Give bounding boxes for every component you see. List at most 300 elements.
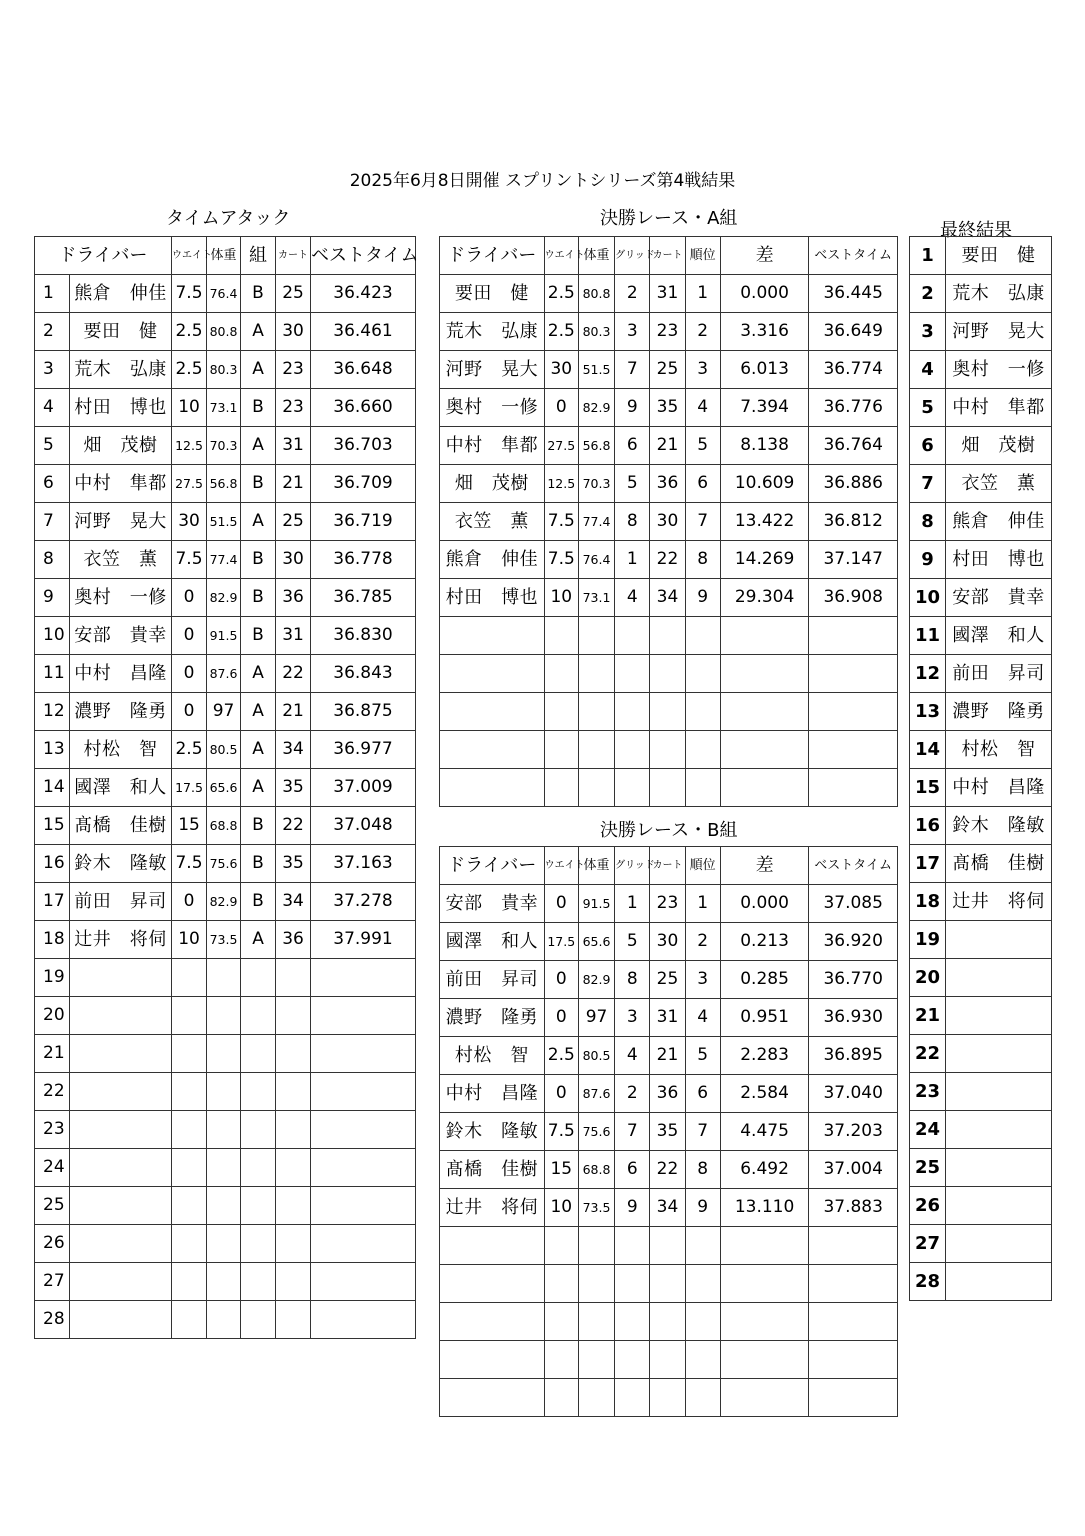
best-time-value <box>311 959 416 997</box>
driver-name <box>946 1111 1052 1149</box>
weight-value: 12.5 <box>172 427 207 465</box>
weight-value: 10 <box>172 921 207 959</box>
best-time-value <box>809 617 898 655</box>
body-weight-value <box>207 1149 241 1187</box>
driver-name: 奥村 一修 <box>70 579 172 617</box>
table-row <box>440 999 898 1037</box>
body-weight-value: 76.4 <box>578 541 614 579</box>
rank-number: 2 <box>910 275 946 313</box>
body-weight-value: 51.5 <box>578 351 614 389</box>
table-row <box>910 1225 1052 1263</box>
weight-value: 0 <box>172 693 207 731</box>
weight-value <box>172 959 207 997</box>
driver-name: 要田 健 <box>946 237 1052 275</box>
driver-name: 村田 博也 <box>70 389 172 427</box>
driver-name: 要田 健 <box>440 275 545 313</box>
group-value: B <box>241 845 276 883</box>
rank-number: 17 <box>910 845 946 883</box>
table-row <box>440 579 898 617</box>
driver-name: 村田 博也 <box>946 541 1052 579</box>
group-value <box>241 1225 276 1263</box>
driver-name <box>946 1263 1052 1301</box>
body-weight-value: 91.5 <box>207 617 241 655</box>
grid-value <box>615 1379 650 1417</box>
group-value: B <box>241 389 276 427</box>
gap-value <box>720 655 809 693</box>
table-row <box>35 503 416 541</box>
rank-number: 4 <box>910 351 946 389</box>
position-value: 7 <box>685 503 720 541</box>
gap-value <box>720 1379 809 1417</box>
row-number: 26 <box>35 1225 70 1263</box>
kart-value <box>650 1265 685 1303</box>
position-value <box>685 1227 720 1265</box>
body-weight-value <box>578 1227 614 1265</box>
body-weight-value: 73.1 <box>578 579 614 617</box>
table-row <box>35 1187 416 1225</box>
row-number: 20 <box>35 997 70 1035</box>
table-row <box>35 845 416 883</box>
kart-value: 21 <box>650 427 685 465</box>
table-row <box>910 883 1052 921</box>
driver-name <box>440 693 545 731</box>
driver-name: 中村 昌隆 <box>70 655 172 693</box>
table-row <box>910 541 1052 579</box>
col-gap: 差 <box>720 237 809 275</box>
position-value: 9 <box>685 579 720 617</box>
body-weight-value <box>207 1035 241 1073</box>
table-row <box>910 921 1052 959</box>
driver-name: 奥村 一修 <box>440 389 545 427</box>
kart-value: 23 <box>276 351 311 389</box>
body-weight-value <box>578 731 614 769</box>
grid-value <box>615 1265 650 1303</box>
kart-value: 22 <box>650 541 685 579</box>
col-group: 組 <box>241 237 276 275</box>
position-value <box>685 731 720 769</box>
driver-name <box>70 1073 172 1111</box>
position-value <box>685 1341 720 1379</box>
kart-value <box>650 1341 685 1379</box>
body-weight-value: 68.8 <box>578 1151 614 1189</box>
driver-name <box>440 1303 545 1341</box>
group-value <box>241 997 276 1035</box>
body-weight-value <box>578 1341 614 1379</box>
table-row <box>35 1225 416 1263</box>
position-value <box>685 1379 720 1417</box>
body-weight-value: 51.5 <box>207 503 241 541</box>
weight-value <box>172 1073 207 1111</box>
kart-value <box>276 997 311 1035</box>
kart-value: 35 <box>276 845 311 883</box>
kart-value: 23 <box>650 313 685 351</box>
driver-name: 安部 貴幸 <box>440 885 545 923</box>
weight-value: 17.5 <box>172 769 207 807</box>
final-a-heading: 決勝レース・A組 <box>600 208 738 229</box>
group-value: B <box>241 617 276 655</box>
driver-name <box>70 1225 172 1263</box>
driver-name <box>440 655 545 693</box>
best-time-value: 36.764 <box>809 427 898 465</box>
driver-name <box>946 1035 1052 1073</box>
table-row <box>35 1035 416 1073</box>
driver-name: 前田 昇司 <box>440 961 545 999</box>
kart-value: 21 <box>276 465 311 503</box>
body-weight-value: 56.8 <box>578 427 614 465</box>
table-row <box>910 427 1052 465</box>
driver-name <box>70 1263 172 1301</box>
weight-value: 10 <box>172 389 207 427</box>
table-row <box>35 807 416 845</box>
body-weight-value: 80.5 <box>578 1037 614 1075</box>
driver-name <box>440 1227 545 1265</box>
best-time-value <box>809 693 898 731</box>
driver-name: 衣笠 薫 <box>440 503 545 541</box>
kart-value: 36 <box>276 579 311 617</box>
group-value <box>241 1073 276 1111</box>
weight-value: 0 <box>544 961 578 999</box>
driver-name <box>70 1111 172 1149</box>
driver-name: 前田 昇司 <box>946 655 1052 693</box>
table-row <box>440 1189 898 1227</box>
weight-value: 2.5 <box>544 275 578 313</box>
best-time-value: 37.203 <box>809 1113 898 1151</box>
row-number: 23 <box>35 1111 70 1149</box>
table-row <box>440 465 898 503</box>
driver-name <box>946 1149 1052 1187</box>
body-weight-value: 75.6 <box>578 1113 614 1151</box>
weight-value <box>544 1341 578 1379</box>
gap-value <box>720 1341 809 1379</box>
grid-value: 9 <box>615 1189 650 1227</box>
body-weight-value: 56.8 <box>207 465 241 503</box>
position-value <box>685 1303 720 1341</box>
row-number: 13 <box>35 731 70 769</box>
table-row <box>440 503 898 541</box>
position-value: 5 <box>685 427 720 465</box>
kart-value: 34 <box>650 579 685 617</box>
weight-value <box>172 1263 207 1301</box>
rank-number: 19 <box>910 921 946 959</box>
group-value <box>241 1149 276 1187</box>
weight-value: 0 <box>544 1075 578 1113</box>
driver-name: 河野 晃大 <box>946 313 1052 351</box>
table-row <box>35 959 416 997</box>
kart-value <box>650 1303 685 1341</box>
weight-value: 15 <box>544 1151 578 1189</box>
kart-value: 23 <box>276 389 311 427</box>
table-row <box>440 1113 898 1151</box>
body-weight-value: 82.9 <box>207 579 241 617</box>
final-b-header <box>440 847 898 885</box>
driver-name <box>946 1073 1052 1111</box>
weight-value <box>172 1225 207 1263</box>
best-time-value: 37.048 <box>311 807 416 845</box>
gap-value: 14.269 <box>720 541 809 579</box>
best-time-value: 37.883 <box>809 1189 898 1227</box>
table-row <box>35 313 416 351</box>
table-row <box>440 427 898 465</box>
driver-name <box>70 997 172 1035</box>
rank-number: 9 <box>910 541 946 579</box>
best-time-value <box>311 1225 416 1263</box>
rank-number: 1 <box>910 237 946 275</box>
driver-name <box>70 959 172 997</box>
table-row <box>910 693 1052 731</box>
driver-name: 髙橋 佳樹 <box>440 1151 545 1189</box>
position-value: 7 <box>685 1113 720 1151</box>
col-weight: ウエイト <box>544 847 578 885</box>
best-time-value <box>311 1035 416 1073</box>
driver-name: 村田 博也 <box>440 579 545 617</box>
driver-name <box>946 1187 1052 1225</box>
row-number: 4 <box>35 389 70 427</box>
table-row <box>440 655 898 693</box>
best-time-value: 36.830 <box>311 617 416 655</box>
best-time-value: 37.163 <box>311 845 416 883</box>
weight-value: 30 <box>544 351 578 389</box>
table-row <box>35 1111 416 1149</box>
best-time-value <box>311 1073 416 1111</box>
kart-value: 30 <box>276 313 311 351</box>
col-driver: ドライバー <box>440 847 545 885</box>
weight-value <box>544 1379 578 1417</box>
driver-name: 鈴木 隆敏 <box>946 807 1052 845</box>
group-value: B <box>241 275 276 313</box>
best-time-value <box>809 1227 898 1265</box>
weight-value: 0 <box>172 617 207 655</box>
weight-value: 7.5 <box>172 275 207 313</box>
position-value: 8 <box>685 1151 720 1189</box>
body-weight-value: 82.9 <box>207 883 241 921</box>
body-weight-value <box>207 1073 241 1111</box>
gap-value <box>720 1303 809 1341</box>
driver-name: 熊倉 伸佳 <box>946 503 1052 541</box>
gap-value: 13.422 <box>720 503 809 541</box>
row-number: 15 <box>35 807 70 845</box>
group-value <box>241 1111 276 1149</box>
driver-name: 要田 健 <box>70 313 172 351</box>
group-value: A <box>241 921 276 959</box>
kart-value <box>650 617 685 655</box>
table-row <box>440 389 898 427</box>
best-time-value: 36.977 <box>311 731 416 769</box>
best-time-value <box>311 1301 416 1339</box>
weight-value: 7.5 <box>544 1113 578 1151</box>
row-number: 25 <box>35 1187 70 1225</box>
table-row <box>440 313 898 351</box>
grid-value: 1 <box>615 885 650 923</box>
table-row <box>910 617 1052 655</box>
driver-name: 衣笠 薫 <box>946 465 1052 503</box>
driver-name <box>70 1035 172 1073</box>
row-number: 8 <box>35 541 70 579</box>
weight-value <box>544 1227 578 1265</box>
col-position: 順位 <box>685 847 720 885</box>
best-time-value: 36.843 <box>311 655 416 693</box>
group-value: A <box>241 693 276 731</box>
driver-name: 中村 隼都 <box>440 427 545 465</box>
time-attack-heading: タイムアタック <box>166 208 291 229</box>
col-weight: ウエイト <box>544 237 578 275</box>
kart-value: 30 <box>650 923 685 961</box>
table-row <box>35 617 416 655</box>
col-body-weight: 体重 <box>578 237 614 275</box>
best-time-value: 36.445 <box>809 275 898 313</box>
best-time-value: 36.461 <box>311 313 416 351</box>
best-time-value: 36.703 <box>311 427 416 465</box>
table-row <box>910 1111 1052 1149</box>
kart-value <box>276 959 311 997</box>
table-row <box>910 807 1052 845</box>
best-time-value: 36.930 <box>809 999 898 1037</box>
position-value: 8 <box>685 541 720 579</box>
best-time-value: 36.776 <box>809 389 898 427</box>
rank-number: 14 <box>910 731 946 769</box>
driver-name: 奥村 一修 <box>946 351 1052 389</box>
best-time-value: 36.648 <box>311 351 416 389</box>
position-value: 6 <box>685 1075 720 1113</box>
body-weight-value: 77.4 <box>207 541 241 579</box>
kart-value <box>650 693 685 731</box>
body-weight-value: 87.6 <box>578 1075 614 1113</box>
weight-value: 7.5 <box>172 845 207 883</box>
table-row <box>440 769 898 807</box>
best-time-value: 36.709 <box>311 465 416 503</box>
body-weight-value: 70.3 <box>207 427 241 465</box>
table-row <box>35 427 416 465</box>
kart-value: 34 <box>650 1189 685 1227</box>
body-weight-value <box>578 617 614 655</box>
table-row <box>35 883 416 921</box>
body-weight-value: 70.3 <box>578 465 614 503</box>
group-value: B <box>241 541 276 579</box>
weight-value <box>544 693 578 731</box>
grid-value: 8 <box>615 503 650 541</box>
best-time-value: 36.785 <box>311 579 416 617</box>
body-weight-value <box>207 1225 241 1263</box>
col-position: 順位 <box>685 237 720 275</box>
weight-value: 15 <box>172 807 207 845</box>
kart-value: 36 <box>650 1075 685 1113</box>
body-weight-value: 80.8 <box>578 275 614 313</box>
driver-name: 村松 智 <box>946 731 1052 769</box>
grid-value <box>615 769 650 807</box>
rank-number: 20 <box>910 959 946 997</box>
table-row <box>440 693 898 731</box>
driver-name: 河野 晃大 <box>70 503 172 541</box>
grid-value <box>615 655 650 693</box>
col-driver: ドライバー <box>35 237 172 275</box>
table-row <box>440 617 898 655</box>
body-weight-value <box>207 959 241 997</box>
kart-value <box>650 1379 685 1417</box>
best-time-value <box>809 1265 898 1303</box>
kart-value <box>276 1073 311 1111</box>
gap-value: 6.013 <box>720 351 809 389</box>
grid-value: 6 <box>615 427 650 465</box>
rank-number: 21 <box>910 997 946 1035</box>
best-time-value <box>311 1149 416 1187</box>
weight-value <box>544 655 578 693</box>
position-value <box>685 617 720 655</box>
weight-value: 17.5 <box>544 923 578 961</box>
driver-name: 安部 貴幸 <box>946 579 1052 617</box>
gap-value <box>720 769 809 807</box>
group-value: B <box>241 579 276 617</box>
driver-name: 中村 昌隆 <box>946 769 1052 807</box>
grid-value <box>615 1227 650 1265</box>
position-value: 2 <box>685 313 720 351</box>
body-weight-value: 65.6 <box>207 769 241 807</box>
gap-value: 7.394 <box>720 389 809 427</box>
driver-name: 中村 昌隆 <box>440 1075 545 1113</box>
driver-name: 畑 茂樹 <box>70 427 172 465</box>
table-row <box>910 389 1052 427</box>
gap-value <box>720 1227 809 1265</box>
driver-name <box>440 617 545 655</box>
driver-name: 髙橋 佳樹 <box>70 807 172 845</box>
table-row <box>35 769 416 807</box>
row-number: 27 <box>35 1263 70 1301</box>
kart-value: 35 <box>276 769 311 807</box>
col-best-time: ベストタイム <box>311 237 416 275</box>
weight-value: 7.5 <box>544 503 578 541</box>
best-time-value: 37.278 <box>311 883 416 921</box>
group-value <box>241 1263 276 1301</box>
best-time-value: 36.895 <box>809 1037 898 1075</box>
gap-value: 4.475 <box>720 1113 809 1151</box>
rank-number: 3 <box>910 313 946 351</box>
driver-name: 國澤 和人 <box>946 617 1052 655</box>
best-time-value: 37.009 <box>311 769 416 807</box>
time-attack-header <box>35 237 416 275</box>
weight-value: 10 <box>544 1189 578 1227</box>
rank-number: 16 <box>910 807 946 845</box>
body-weight-value <box>578 769 614 807</box>
driver-name: 鈴木 隆敏 <box>440 1113 545 1151</box>
table-row <box>35 655 416 693</box>
gap-value: 0.000 <box>720 275 809 313</box>
table-row <box>35 997 416 1035</box>
weight-value: 12.5 <box>544 465 578 503</box>
rank-number: 18 <box>910 883 946 921</box>
rank-number: 12 <box>910 655 946 693</box>
table-row <box>440 731 898 769</box>
position-value: 1 <box>685 275 720 313</box>
table-row <box>440 1303 898 1341</box>
position-value: 6 <box>685 465 720 503</box>
group-value: B <box>241 807 276 845</box>
best-time-value <box>809 1341 898 1379</box>
table-row <box>35 275 416 313</box>
group-value <box>241 1301 276 1339</box>
table-row <box>910 655 1052 693</box>
row-number: 21 <box>35 1035 70 1073</box>
best-time-value: 36.770 <box>809 961 898 999</box>
page-title: 2025年6月8日開催 スプリントシリーズ第4戦結果 <box>349 171 736 191</box>
body-weight-value: 76.4 <box>207 275 241 313</box>
weight-value: 2.5 <box>172 313 207 351</box>
driver-name: 前田 昇司 <box>70 883 172 921</box>
driver-name: 鈴木 隆敏 <box>70 845 172 883</box>
grid-value: 1 <box>615 541 650 579</box>
best-time-value <box>809 655 898 693</box>
driver-name <box>70 1187 172 1225</box>
rank-number: 13 <box>910 693 946 731</box>
row-number: 18 <box>35 921 70 959</box>
kart-value <box>276 1035 311 1073</box>
